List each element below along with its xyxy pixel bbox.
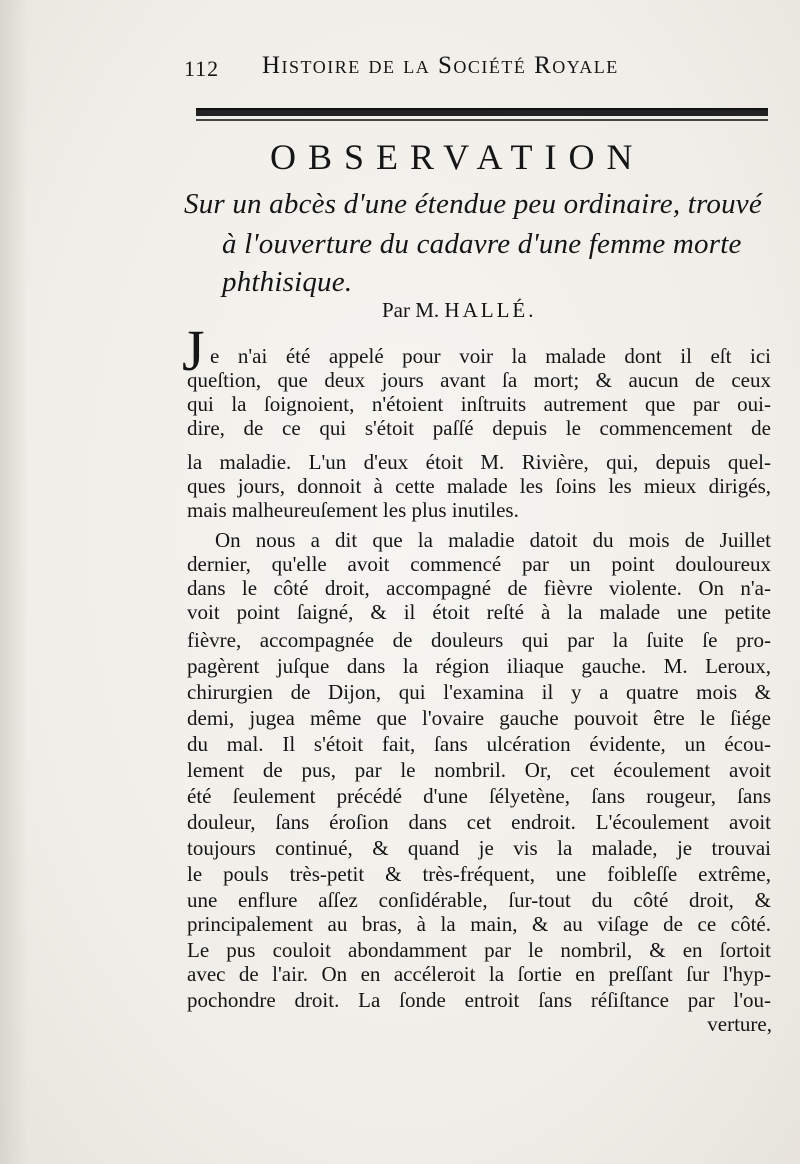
running-title: Histoire de la Société Royale (262, 52, 619, 79)
author-byline (382, 298, 537, 323)
body-line: e n'ai été appelé pour voir la malade dont il eſt ici (210, 344, 771, 368)
body-line: On nous a dit que la maladie datoit du mois de Juillet (215, 528, 771, 552)
ornamental-rule-thin (196, 119, 768, 121)
body-line: fièvre, accompagnée de douleurs qui par la ſuite ſe pro- (187, 628, 771, 652)
body-line: du mal. Il s'étoit fait, ſans ulcération évidente, un écou- (187, 732, 771, 756)
body-line: chirurgien de Dijon, qui l'examina il y a quatre mois & (187, 680, 771, 704)
body-line: une enflure aſſez conſidérable, ſur-tout du côté droit, & (187, 888, 771, 912)
body-line: dire, de ce qui s'étoit paſſé depuis le commencement de (187, 416, 771, 440)
ornamental-rule (196, 108, 768, 116)
body-line: demi, jugea même que l'ovaire gauche pouvoit être le ſiége (187, 706, 771, 730)
body-line: pagèrent juſque dans la région iliaque gauche. M. Leroux, (187, 654, 771, 678)
body-line: ques jours, donnoit à cette malade les ſoins les mieux dirigés, (187, 474, 771, 498)
body-line: principalement au bras, à la main, & au viſage de ce côté. (187, 912, 771, 936)
body-line: la maladie. L'un d'eux étoit M. Rivière, qui, depuis quel- (187, 450, 771, 474)
subtitle-line-2: à l'ouverture du cadavre d'une femme morte (222, 228, 742, 260)
body-line: Le pus couloit abondamment par le nombril, & en ſortoit (187, 938, 771, 962)
gutter-shadow (0, 0, 28, 1164)
body-line: le pouls très-petit & très-fréquent, une foibleſſe extrême, (187, 862, 771, 886)
body-line: dernier, qu'elle avoit commencé par un point douloureux (187, 552, 771, 576)
body-line: qui la ſoignoient, n'étoient inſtruits autrement que par oui- (187, 392, 771, 416)
body-line: voit point ſaigné, & il étoit reſté à la malade une petite (187, 600, 771, 624)
body-line: été ſeulement précédé d'une ſélyetène, ſans rougeur, ſans (187, 784, 771, 808)
running-head (184, 52, 704, 88)
body-line: avec de l'air. On en accéleroit la ſortie en preſſant ſur l'hyp- (187, 962, 771, 986)
author-name: HALLÉ. (444, 298, 537, 322)
body-line: dans le côté droit, accompagné de fièvre violente. On n'a- (187, 576, 771, 600)
body-line: mais malheureuſement les plus inutiles. (187, 498, 519, 522)
body-line: douleur, ſans éroſion dans cet endroit. L'écoulement avoit (187, 810, 771, 834)
section-heading: OBSERVATION (270, 137, 645, 177)
body-line: lement de pus, par le nombril. Or, cet écoulement avoit (187, 758, 771, 782)
drop-cap: J (182, 318, 205, 383)
body-line: queſtion, que deux jours avant ſa mort; & aucun de ceux (187, 368, 771, 392)
subtitle-line-1: Sur un abcès d'une étendue peu ordinaire, trouvé (184, 188, 762, 220)
body-line: toujours continué, & quand je vis la malade, je trouvai (187, 836, 771, 860)
page-number: 112 (184, 56, 220, 81)
body-line: pochondre droit. La ſonde entroit ſans réſiſtance par l'ou- (187, 988, 771, 1012)
subtitle-line-3: phthisique. (222, 266, 353, 298)
catchword: verture, (707, 1012, 772, 1036)
byline-prefix: Par M. (382, 298, 440, 322)
